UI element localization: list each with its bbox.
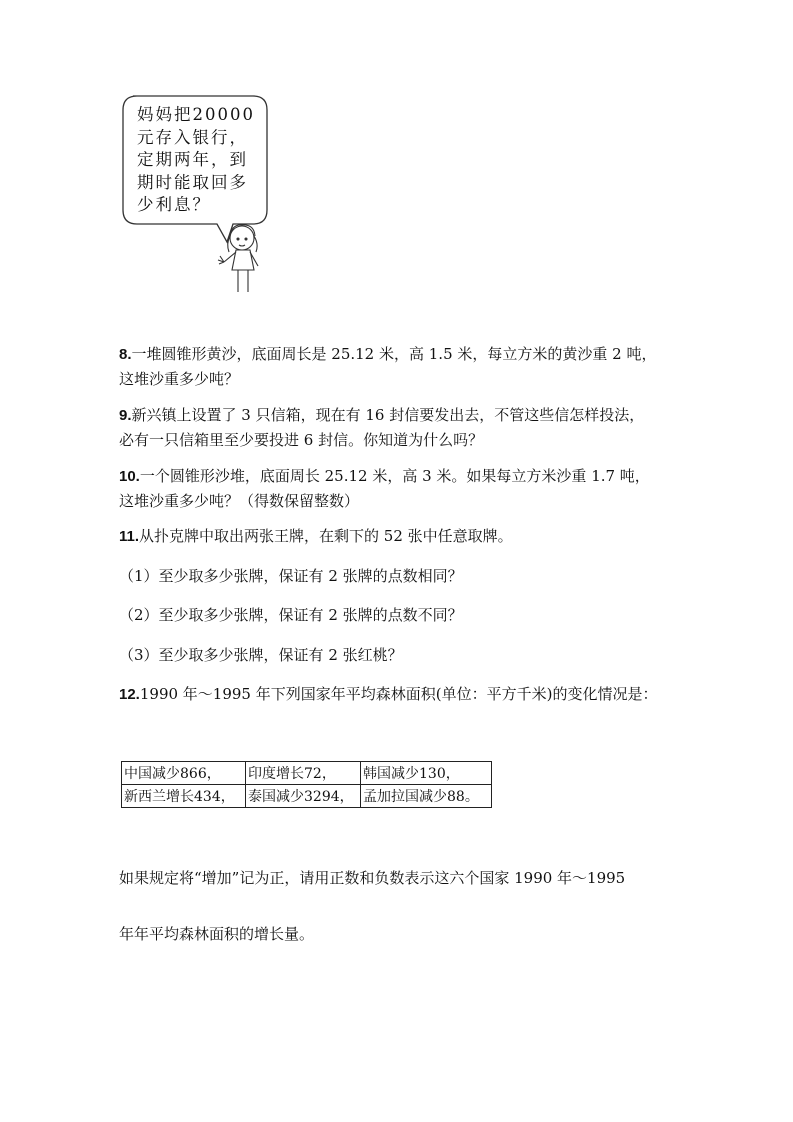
question-number: 10. — [119, 468, 140, 485]
question-10 — [119, 464, 650, 513]
sub-question-1: （1）至少取多少张牌，保证有 2 张牌的点数相同？ — [119, 567, 463, 585]
table-row — [122, 785, 492, 808]
bubble-line: 期时能取回多 — [137, 172, 248, 192]
closing-line-2: 年年平均森林面积的增长量。 — [119, 925, 315, 943]
bubble-line: 元存入银行， — [137, 127, 248, 147]
bubble-line: 妈妈把20000 — [137, 105, 255, 124]
table-cell: 韩国减少130， — [361, 762, 492, 785]
sub-question-3: （3）至少取多少张牌，保证有 2 张红桃？ — [119, 646, 403, 664]
bubble-line: 少利息？ — [137, 195, 211, 214]
question-number: 12. — [119, 686, 140, 703]
question-12 — [119, 682, 657, 707]
table-cell: 新西兰增长434， — [122, 785, 246, 808]
question-text: 一堆圆锥形黄沙，底面周长是 25.12 米，高 1.5 米，每立方米的黄沙重 2 吨， — [131, 345, 657, 363]
question-number: 8. — [119, 346, 132, 363]
question-text: 这堆沙重多少吨？ — [119, 370, 240, 388]
forest-change-table — [121, 761, 492, 808]
question-number: 9. — [119, 407, 132, 424]
question-9 — [119, 403, 644, 452]
sub-question-2: （2）至少取多少张牌，保证有 2 张牌的点数不同？ — [119, 606, 463, 624]
question-text: 从扑克牌中取出两张王牌，在剩下的 52 张中任意取牌。 — [139, 527, 513, 545]
question-text: 新兴镇上设置了 3 只信箱，现在有 16 封信要发出去，不管这些信怎样投法， — [131, 406, 645, 424]
question-text: 1990 年～1995 年下列国家年平均森林面积(单位：平方千米)的变化情况是： — [139, 685, 658, 703]
speech-bubble-text — [137, 104, 267, 217]
table-row — [122, 762, 492, 785]
table-cell: 孟加拉国减少88。 — [361, 785, 492, 808]
question-text: 一个圆锥形沙堆，底面周长 25.12 米，高 3 米。如果每立方米沙重 1.7 吨， — [139, 467, 650, 485]
question-8 — [119, 342, 656, 391]
question-text: 必有一只信箱里至少要投进 6 封信。你知道为什么吗？ — [119, 431, 484, 449]
table-cell: 印度增长72， — [246, 762, 361, 785]
table-cell: 中国减少866， — [122, 762, 246, 785]
girl-illustration — [210, 222, 270, 297]
question-11 — [119, 524, 513, 549]
question-text: 这堆沙重多少吨？（得数保留整数） — [119, 492, 360, 510]
question-number: 11. — [119, 528, 140, 545]
table-cell: 泰国减少3294， — [246, 785, 361, 808]
bubble-line: 定期两年，到 — [137, 150, 248, 169]
closing-line-1: 如果规定将“增加”记为正，请用正数和负数表示这六个国家 1990 年～1995 — [119, 869, 626, 887]
